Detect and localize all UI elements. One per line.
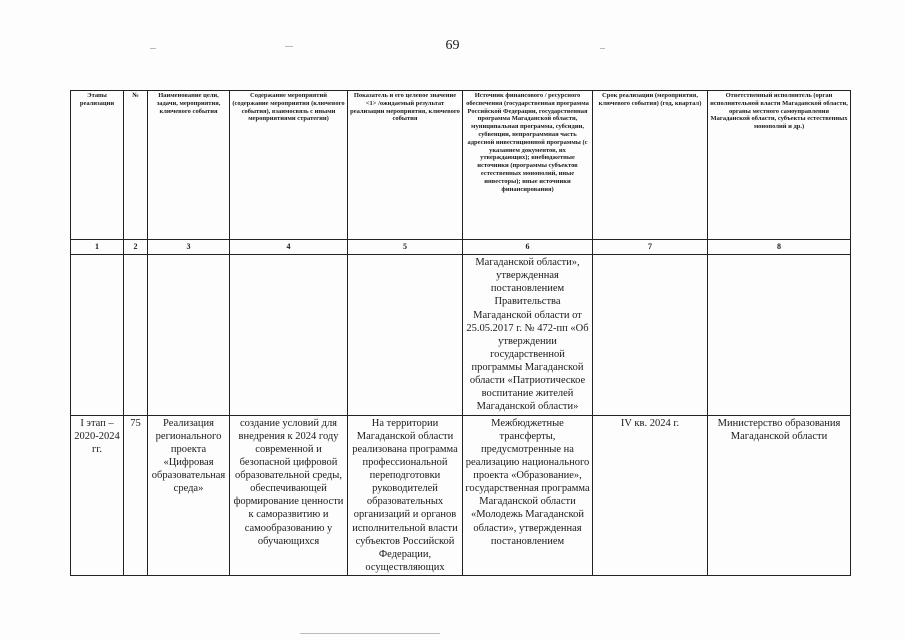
page-number: 69 [445,38,460,53]
cell-stage: I этап – 2020-2024 гг. [71,415,124,576]
cell-indicator [348,255,463,416]
column-number: 2 [124,240,148,255]
column-number-row [71,240,851,255]
table-row-continuation [71,255,851,416]
header-row [71,91,851,240]
table-row-75 [71,415,851,576]
column-number: 6 [463,240,593,255]
scan-artifact [600,48,605,49]
column-number: 1 [71,240,124,255]
header-content: Содержание мероприятий (содержание мероприятия (ключевого события), взаимосвязь с иными мероприятиями стратегии) [230,91,348,240]
cell-term [593,255,708,416]
cell-indicator: На территории Магаданской области реализована программа профессиональной переподготовки руководителей образовательных организаций и органов исполнительной власти субъектов Российской Федерации, осуществляющих [348,415,463,576]
column-number: 4 [230,240,348,255]
scan-artifact [150,48,156,49]
cell-content: создание условий для внедрения к 2024 году современной и безопасной цифровой образовательной среды, обеспечивающей формирование ценности к саморазвитию и самообразованию у обучающихся [230,415,348,576]
scan-artifact [285,46,293,47]
scan-artifact [300,633,440,634]
strategy-table [70,90,851,576]
cell-name [148,255,230,416]
header-source: Источник финансового / ресурсного обеспечения (государственная программа Российской Федерации, государственная программа Магаданской области, муниципальная программа, субсидии, субвенции, непрограммная часть адресной инвестиционной программы (с указанием документов, их утверждающих); внебюджетные источники (программы субъектов естественных монополий, иные инвесторы); иные источники финансирования) [463,91,593,240]
header-executor: Ответственный исполнитель (орган исполнительной власти Магаданской области, органы местного самоуправления Магаданской области, субъекты естественных монополий и др.) [708,91,851,240]
cell-source: Магаданской области», утвержденная постановлением Правительства Магаданской области от 25.05.2017 г. № 472-пп «Об утверждении государственной программы Магаданской области «Патриотическое воспитание жителей Магаданской области» [463,255,593,416]
column-number: 5 [348,240,463,255]
column-number: 3 [148,240,230,255]
cell-name: Реализация регионального проекта «Цифровая образовательная среда» [148,415,230,576]
header-indicator: Показатель и его целевое значение <1> /ожидаемый результат реализации мероприятия, ключевого события [348,91,463,240]
cell-executor: Министерство образования Магаданской области [708,415,851,576]
cell-executor [708,255,851,416]
cell-term: IV кв. 2024 г. [593,415,708,576]
header-stage: Этапы реализации [71,91,124,240]
cell-number: 75 [124,415,148,576]
header-name: Наименование цели, задачи, мероприятия, ключевого события [148,91,230,240]
column-number: 8 [708,240,851,255]
cell-source: Межбюджетные трансферты, предусмотренные на реализацию национального проекта «Образование», государственная программа Магаданской области «Молодежь Магаданской области», утвержденная постановлением [463,415,593,576]
cell-content [230,255,348,416]
column-number: 7 [593,240,708,255]
header-number: № [124,91,148,240]
cell-number [124,255,148,416]
cell-stage [71,255,124,416]
header-term: Срок реализации (мероприятия, ключевого события) (год, квартал) [593,91,708,240]
